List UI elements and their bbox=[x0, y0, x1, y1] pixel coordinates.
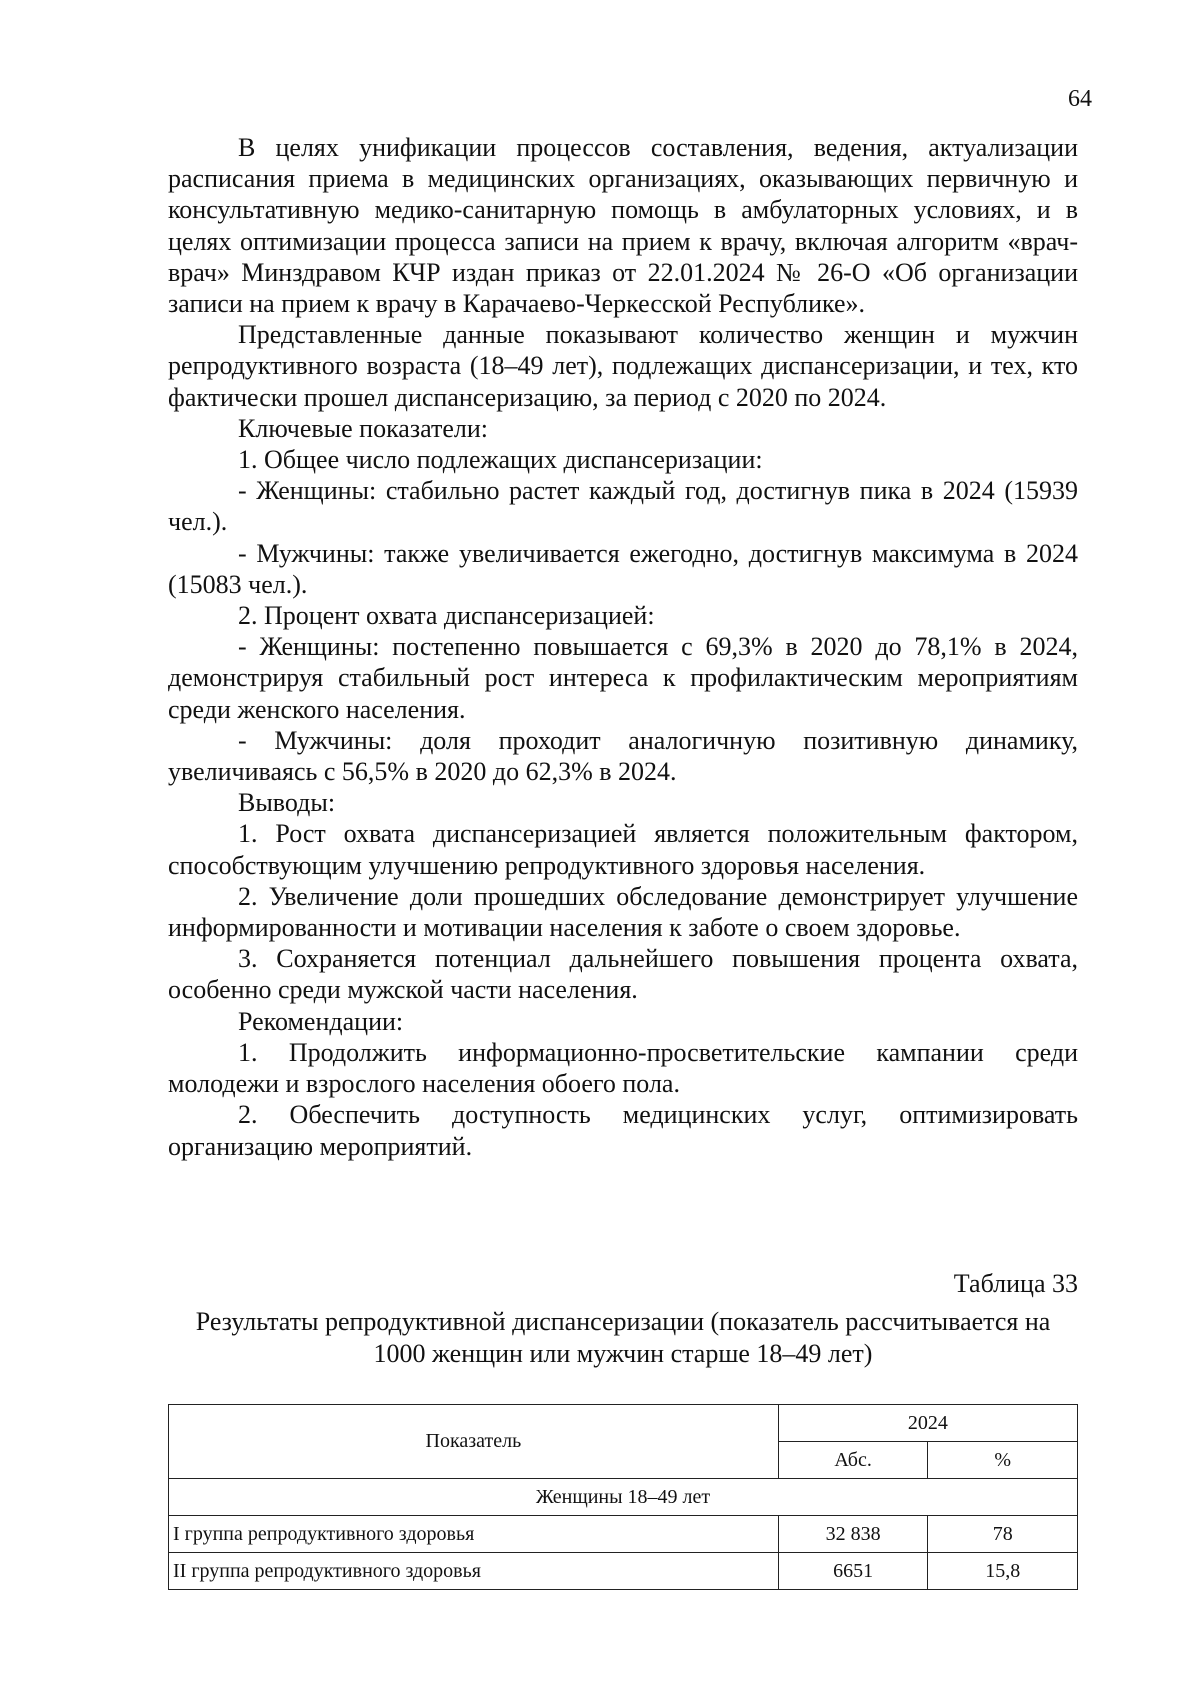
body-text bbox=[168, 132, 1078, 1162]
page-number: 64 bbox=[1068, 86, 1092, 112]
paragraph: 1. Рост охвата диспансеризацией является положительным фактором, способствующим улучшению репродуктивного здоровья населения. bbox=[168, 819, 1078, 880]
paragraph: - Женщины: стабильно растет каждый год, достигнув пика в 2024 (15939 чел.). bbox=[168, 476, 1078, 537]
header-pct: % bbox=[928, 1442, 1078, 1479]
table-header-row bbox=[169, 1405, 1078, 1442]
table-label: Таблица 33 bbox=[953, 1269, 1078, 1298]
paragraph: 2. Увеличение доли прошедших обследование демонстрирует улучшение информированности и мотивации населения к заботе о своем здоровье. bbox=[168, 881, 1078, 943]
paragraph: Представленные данные показывают количество женщин и мужчин репродуктивного возраста (18–49 лет), подлежащих диспансеризации, и тех, кто фактически прошел диспансеризацию, за период с 2020 по 2024. bbox=[168, 320, 1078, 412]
paragraph: Ключевые показатели: bbox=[238, 413, 488, 443]
paragraph: 3. Сохраняется потенциал дальнейшего повышения процента охвата, особенно среди мужской части населения. bbox=[168, 944, 1078, 1005]
paragraph: 2. Обеспечить доступность медицинских услуг, оптимизировать организацию мероприятий. bbox=[168, 1100, 1078, 1161]
row-pct: 78 bbox=[928, 1516, 1078, 1553]
header-abs: Абс. bbox=[778, 1442, 928, 1479]
paragraph: 1. Продолжить информационно-просветительские кампании среди молодежи и взрослого населения обоего пола. bbox=[168, 1037, 1078, 1099]
paragraph: Выводы: bbox=[238, 788, 336, 818]
section-women: Женщины 18–49 лет bbox=[169, 1479, 1078, 1516]
row-pct: 15,8 bbox=[928, 1553, 1078, 1590]
paragraph: - Женщины: постепенно повышается с 69,3% в 2020 до 78,1% в 2024, демонстрируя стабильный рост интереса к профилактическим мероприятиям среди женского населения. bbox=[168, 632, 1078, 724]
row-abs: 6651 bbox=[778, 1553, 928, 1590]
table-title: Результаты репродуктивной диспансеризации (показатель рассчитывается на 1000 женщин или мужчин старше 18–49 лет) bbox=[195, 1307, 1051, 1368]
paragraph: - Мужчины: также увеличивается ежегодно, достигнув максимума в 2024 (15083 чел.). bbox=[168, 538, 1078, 599]
header-year: 2024 bbox=[778, 1405, 1077, 1442]
row-name: I группа репродуктивного здоровья bbox=[169, 1516, 779, 1553]
table-section-row bbox=[169, 1479, 1078, 1516]
results-table bbox=[168, 1404, 1078, 1590]
paragraph: - Мужчины: доля проходит аналогичную позитивную динамику, увеличиваясь с 56,5% в 2020 до 62,3% в 2024. bbox=[168, 725, 1078, 787]
header-indicator: Показатель bbox=[169, 1405, 779, 1479]
row-name: II группа репродуктивного здоровья bbox=[169, 1553, 779, 1590]
paragraph: 1. Общее число подлежащих диспансеризации: bbox=[238, 445, 763, 475]
paragraph: 2. Процент охвата диспансеризацией: bbox=[238, 601, 655, 631]
row-abs: 32 838 bbox=[778, 1516, 928, 1553]
table-caption bbox=[168, 1268, 1078, 1370]
table-row bbox=[169, 1516, 1078, 1553]
paragraph: Рекомендации: bbox=[238, 1006, 404, 1036]
paragraph: В целях унификации процессов составления, ведения, актуализации расписания приема в медицинских организациях, оказывающих первичную и консультативную медико-санитарную помощь в амбулаторных условиях, и в целях оптимизации процесса записи на прием к врачу, включая алгоритм «врач-врач» Минздравом КЧР издан приказ от 22.01.2024 № 26-О «Об организации записи на прием к врачу в Карачаево-Черкесской Республике». bbox=[168, 133, 1078, 319]
table-row bbox=[169, 1553, 1078, 1590]
